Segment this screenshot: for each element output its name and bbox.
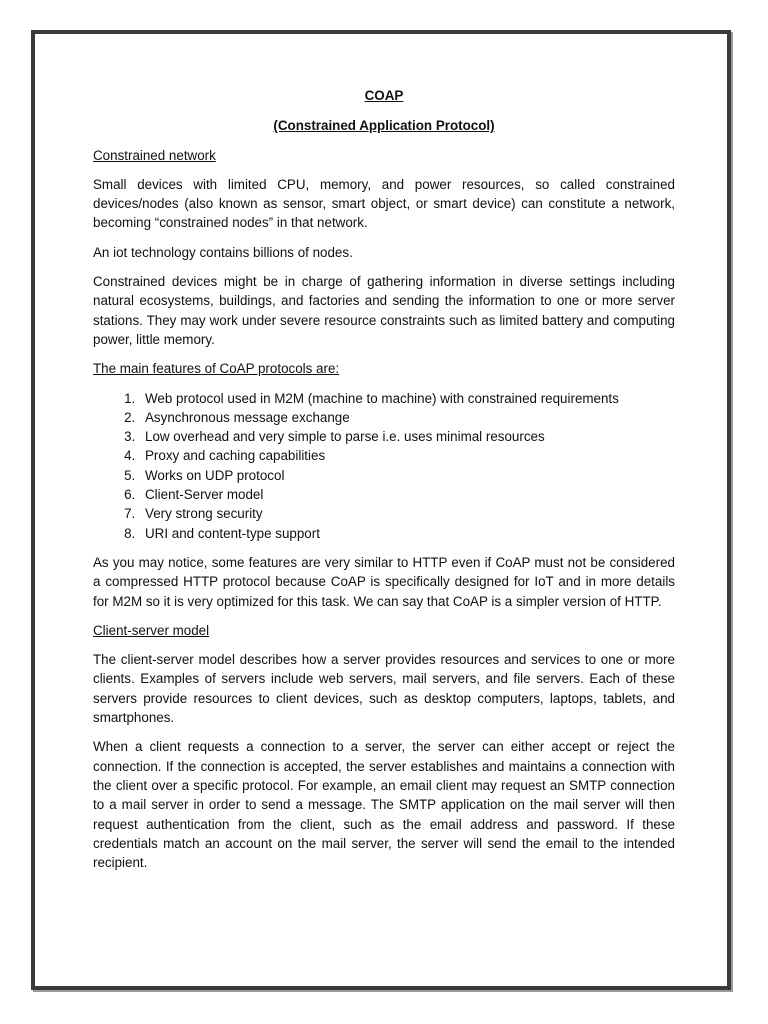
document-body — [93, 86, 675, 882]
section-heading-client-server: Client-server model — [93, 622, 210, 638]
section-heading-constrained-network: Constrained network — [93, 147, 216, 163]
paragraph: Small devices with limited CPU, memory, and power resources, so called constrained devices/nodes (also known as sensor, smart object, or smart device) can constitute a network, becoming “constrained nodes” in that network. — [93, 176, 675, 231]
list-item: 3. Low overhead and very simple to parse i.e. uses minimal resources — [139, 427, 675, 446]
paragraph: Constrained devices might be in charge of gathering information in diverse settings including natural ecosystems, buildings, and factories and sending the information to one or more server stations. They may work under severe resource constraints such as limited battery and computing power, little memory. — [93, 274, 675, 347]
paragraph: The client-server model describes how a server provides resources and services to one or more clients. Examples of servers include web servers, mail servers, and file servers. Each of these servers provide resources to client devices, such as desktop computers, laptops, tablets, and smartphones. — [93, 652, 675, 726]
list-item: 6. Client-Server model — [139, 485, 675, 504]
list-item: 1. Web protocol used in M2M (machine to machine) with constrained requirements — [139, 389, 675, 408]
paragraph: When a client requests a connection to a server, the server can either accept or reject the connection. If the connection is accepted, the server establishes and maintains a connection with the client over a specific protocol. For example, an email client may request an SMTP connection to a mail server in order to send a message. The SMTP application on the mail server will then request authentication from the client, such as the email address and password. If these credentials match an account on the mail server, the server will send the email to the intended recipient. — [93, 739, 675, 871]
list-item: 7. Very strong security — [139, 504, 675, 523]
list-item: 4. Proxy and caching capabilities — [139, 446, 675, 465]
document-subtitle: (Constrained Application Protocol) — [273, 118, 495, 134]
list-item: 8. URI and content-type support — [139, 524, 675, 543]
paragraph: As you may notice, some features are very similar to HTTP even if CoAP must not be considered a compressed HTTP protocol because CoAP is specifically designed for IoT and in more details for M2M so it is very optimized for this task. We can say that CoAP is a simpler version of HTTP. — [93, 554, 675, 609]
document-title: COAP — [364, 88, 404, 103]
list-item: 5. Works on UDP protocol — [139, 466, 675, 485]
paragraph: An iot technology contains billions of nodes. — [93, 244, 353, 260]
list-item: 2. Asynchronous message exchange — [139, 408, 675, 427]
section-heading-features: The main features of CoAP protocols are: — [93, 361, 340, 377]
features-list — [93, 389, 675, 543]
